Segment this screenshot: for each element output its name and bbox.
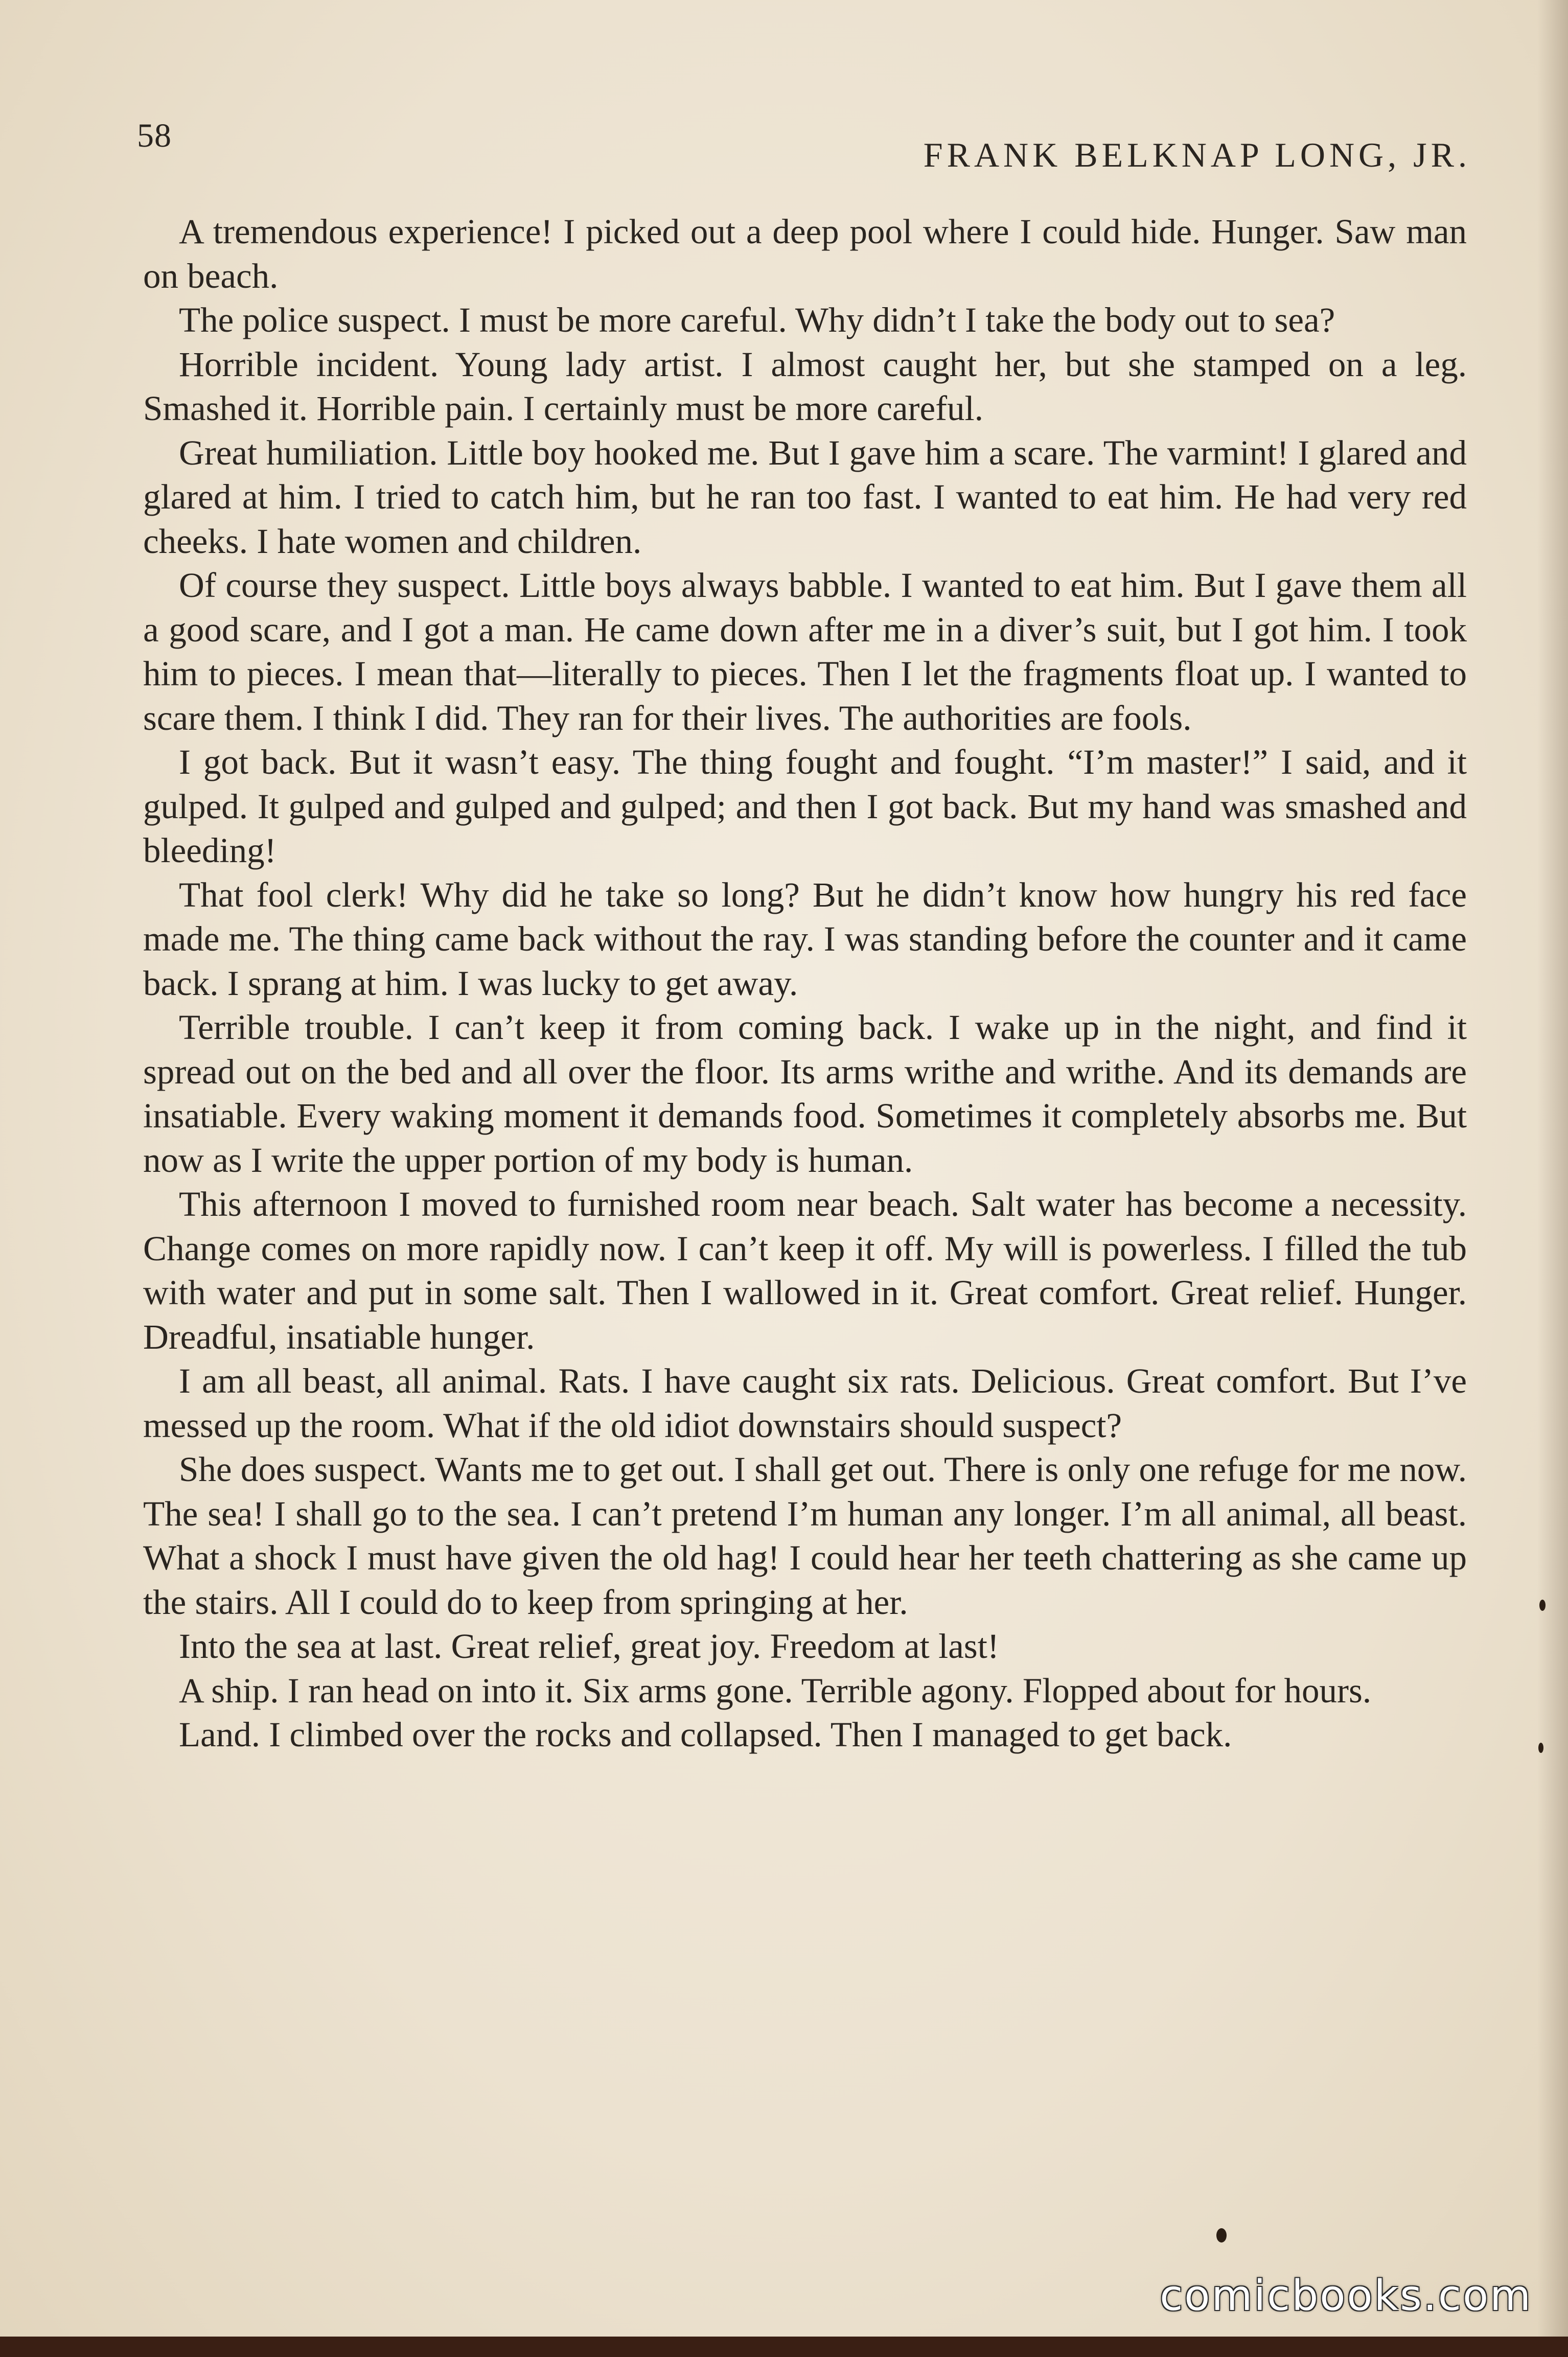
watermark-logo: comicbooks.com	[1160, 2272, 1532, 2320]
ink-speck	[1538, 1743, 1543, 1753]
paragraph: The police suspect. I must be more careful. Why didn’t I take the body out to sea?	[179, 301, 1335, 339]
paragraph: She does suspect. Wants me to get out. I shall get out. There is only one refuge for me now. The sea! I shall go to the sea. I can’t pretend I’m human any longer. I’m all animal, all beast. What a shock I must have given the old hag! I could hear her teeth chattering as she came up the stairs. All I could do to keep from springing at her.	[143, 1450, 1467, 1622]
running-head: FRANK BELKNAP LONG, JR.	[923, 135, 1471, 174]
ink-speck	[1539, 1600, 1546, 1611]
paragraph: Of course they suspect. Little boys always babble. I wanted to eat him. But I gave them all a good scare, and I got a man. He came down after me in a diver’s suit, but I got him. I took him to pieces. I mean that—literally to pieces. Then I let the fragments float up. I wanted to scare them. I think I did. They ran for their lives. The authorities are fools.	[143, 566, 1467, 737]
paragraph: I am all beast, all animal. Rats. I have caught six rats. Delicious. Great comfort. But I’ve messed up the room. What if the old idiot downstairs should suspect?	[143, 1361, 1467, 1445]
paragraph: A tremendous experience! I picked out a deep pool where I could hide. Hunger. Saw man on beach.	[143, 212, 1467, 295]
paragraph: A ship. I ran head on into it. Six arms gone. Terrible agony. Flopped about for hours.	[179, 1671, 1372, 1710]
paragraph: Horrible incident. Young lady artist. I almost caught her, but she stamped on a leg. Smashed it. Horrible pain. I certainly must be more careful.	[143, 344, 1467, 428]
bottom-edge	[0, 2337, 1568, 2357]
paragraph: I got back. But it wasn’t easy. The thing fought and fought. “I’m master!” I said, and it gulped. It gulped and gulped and gulped; and then I got back. But my hand was smashed and bleeding!	[143, 743, 1467, 870]
paragraph: Land. I climbed over the rocks and collapsed. Then I managed to get back.	[179, 1715, 1232, 1754]
paragraph: Great humiliation. Little boy hooked me. But I gave him a scare. The varmint! I glared and glared at him. I tried to catch him, but he ran too fast. I wanted to eat him. He had very red cheeks. I hate women and children.	[143, 433, 1467, 561]
page-edge-shadow	[1537, 0, 1568, 2357]
paragraph: Terrible trouble. I can’t keep it from coming back. I wake up in the night, and find it spread out on the bed and all over the floor. Its arms writhe and writhe. And its demands are insatiable. Every waking moment it demands food. Sometimes it completely absorbs me. But now as I write the upper portion of my body is human.	[143, 1008, 1467, 1180]
paragraph: That fool clerk! Why did he take so long? But he didn’t know how hungry his red face made me. The thing came back without the ray. I was standing before the counter and it came back. I sprang at him. I was lucky to get away.	[143, 875, 1467, 1003]
page-number: 58	[137, 117, 172, 154]
paragraph: Into the sea at last. Great relief, great joy. Freedom at last!	[179, 1627, 999, 1666]
page-header	[137, 117, 1471, 178]
body-text	[143, 210, 1467, 1757]
paragraph: This afternoon I moved to furnished room near beach. Salt water has become a necessity. Change comes on more rapidly now. I can’t keep it off. My will is powerless. I filled the tub with water and put in some salt. Then I wallowed in it. Great comfort. Great relief. Hunger. Dreadful, insatiable hunger.	[143, 1185, 1467, 1356]
ink-speck	[1216, 2228, 1227, 2243]
